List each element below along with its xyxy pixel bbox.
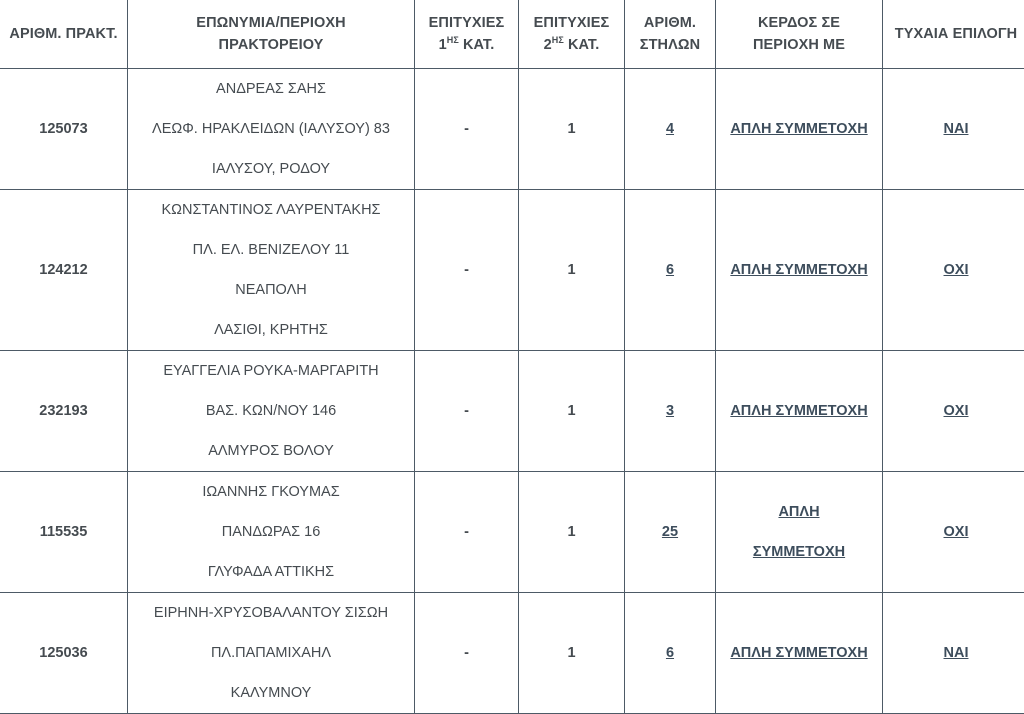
second-category-wins-cell <box>519 190 625 351</box>
agency-address-line: ΚΑΛΥΜΝΟΥ <box>128 673 414 713</box>
header-columns-line-1: ΑΡΙΘΜ. <box>644 15 696 31</box>
header-first-category-suffix: ΚΑΤ. <box>463 37 494 53</box>
agency-owner-name: ΙΩΑΝΝΗΣ ΓΚΟΥΜΑΣ <box>128 472 414 512</box>
agency-owner-name: ΕΥΑΓΓΕΛΙΑ ΡΟΥΚΑ-ΜΑΡΓΑΡΙΤΗ <box>128 351 414 391</box>
agency-address-line: ΛΑΣΙΘΙ, ΚΡΗΤΗΣ <box>128 310 414 350</box>
columns-count-cell <box>625 351 716 472</box>
header-row <box>0 0 1024 69</box>
agency-name-cell <box>128 190 415 351</box>
header-profit-line-1: ΚΕΡΔΟΣ ΣΕ <box>758 15 840 31</box>
first-category-wins-cell <box>415 593 519 714</box>
agency-owner-name: ΑΝΔΡΕΑΣ ΣΑΗΣ <box>128 69 414 109</box>
first-category-wins-cell <box>415 351 519 472</box>
random-choice-cell <box>883 69 1024 190</box>
table-row <box>0 472 1024 593</box>
profit-area-cell <box>716 593 883 714</box>
profit-area-link[interactable]: ΑΠΛΗ ΣΥΜΜΕΤΟΧΗ <box>730 645 867 661</box>
profit-area-link[interactable]: ΑΠΛΗ <box>778 504 819 520</box>
header-profit-line-2: ΠΕΡΙΟΧΗ ΜΕ <box>753 37 845 53</box>
agency-code: 125073 <box>39 121 87 137</box>
random-choice-link[interactable]: ΟΧΙ <box>944 262 969 278</box>
first-category-wins: - <box>464 403 469 419</box>
columns-count-link[interactable]: 3 <box>666 403 674 419</box>
table-row <box>0 593 1024 714</box>
profit-area-link[interactable]: ΑΠΛΗ ΣΥΜΜΕΤΟΧΗ <box>730 121 867 137</box>
agency-code-cell <box>0 593 128 714</box>
columns-count-cell <box>625 190 716 351</box>
header-second-category-superscript: ΗΣ <box>552 35 564 45</box>
header-second-category-wins <box>519 0 625 69</box>
header-agency-code <box>0 0 128 69</box>
header-columns-count <box>625 0 716 69</box>
header-second-category-suffix: ΚΑΤ. <box>568 37 599 53</box>
columns-count-cell <box>625 472 716 593</box>
second-category-wins: 1 <box>567 262 575 278</box>
table-row <box>0 69 1024 190</box>
second-category-wins: 1 <box>567 403 575 419</box>
agency-address-line: ΠΛ. ΕΛ. ΒΕΝΙΖΕΛΟΥ 11 <box>128 230 414 270</box>
first-category-wins: - <box>464 262 469 278</box>
second-category-wins-cell <box>519 593 625 714</box>
columns-count-link[interactable]: 25 <box>662 524 678 540</box>
first-category-wins-cell <box>415 472 519 593</box>
first-category-wins: - <box>464 645 469 661</box>
profit-area-link[interactable]: ΑΠΛΗ ΣΥΜΜΕΤΟΧΗ <box>730 262 867 278</box>
header-columns-line-2: ΣΤΗΛΩΝ <box>640 37 700 53</box>
profit-area-link[interactable]: ΑΠΛΗ ΣΥΜΜΕΤΟΧΗ <box>730 403 867 419</box>
agency-name-cell <box>128 472 415 593</box>
agency-address-line: ΠΛ.ΠΑΠΑΜΙΧΑΗΛ <box>128 633 414 673</box>
agency-address-line: ΒΑΣ. ΚΩΝ/ΝΟΥ 146 <box>128 391 414 431</box>
columns-count-link[interactable]: 6 <box>666 262 674 278</box>
random-choice-link[interactable]: ΟΧΙ <box>944 403 969 419</box>
agency-address-line: ΠΑΝΔΩΡΑΣ 16 <box>128 512 414 552</box>
agency-code-cell <box>0 351 128 472</box>
header-agency-name-line-2: ΠΡΑΚΤΟΡΕΙΟΥ <box>219 37 324 53</box>
first-category-wins: - <box>464 524 469 540</box>
random-choice-link[interactable]: ΝΑΙ <box>944 121 969 137</box>
agency-owner-name: ΚΩΝΣΤΑΝΤΙΝΟΣ ΛΑΥΡΕΝΤΑΚΗΣ <box>128 190 414 230</box>
agency-name-cell <box>128 593 415 714</box>
header-second-category-number: 2 <box>544 37 552 53</box>
agency-address-line: ΙΑΛΥΣΟΥ, ΡΟΔΟΥ <box>128 149 414 189</box>
table-row <box>0 351 1024 472</box>
header-first-category-superscript: ΗΣ <box>447 35 459 45</box>
header-first-category-number: 1 <box>439 37 447 53</box>
profit-area-link[interactable]: ΣΥΜΜΕΤΟΧΗ <box>753 544 845 560</box>
second-category-wins: 1 <box>567 645 575 661</box>
columns-count-link[interactable]: 6 <box>666 645 674 661</box>
profit-area-cell <box>716 190 883 351</box>
agency-address-line: ΛΕΩΦ. ΗΡΑΚΛΕΙΔΩΝ (ΙΑΛΥΣΟΥ) 83 <box>128 109 414 149</box>
second-category-wins-cell <box>519 351 625 472</box>
agency-code-cell <box>0 472 128 593</box>
header-agency-name <box>128 0 415 69</box>
random-choice-cell <box>883 593 1024 714</box>
second-category-wins-cell <box>519 472 625 593</box>
agency-address-line: ΑΛΜΥΡΟΣ ΒΟΛΟΥ <box>128 431 414 471</box>
columns-count-cell <box>625 69 716 190</box>
agency-code: 115535 <box>40 524 88 540</box>
columns-count-link[interactable]: 4 <box>666 121 674 137</box>
agency-code-cell <box>0 69 128 190</box>
agency-name-cell <box>128 69 415 190</box>
table-row <box>0 190 1024 351</box>
header-first-category-wins <box>415 0 519 69</box>
second-category-wins: 1 <box>567 121 575 137</box>
agency-owner-name: ΕΙΡΗΝΗ-ΧΡΥΣΟΒΑΛΑΝΤΟΥ ΣΙΣΩΗ <box>128 593 414 633</box>
agency-code: 232193 <box>39 403 87 419</box>
table-header <box>0 0 1024 69</box>
header-profit-area <box>716 0 883 69</box>
random-choice-cell <box>883 190 1024 351</box>
second-category-wins-cell <box>519 69 625 190</box>
profit-area-cell <box>716 472 883 593</box>
agency-address-line: ΝΕΑΠΟΛΗ <box>128 270 414 310</box>
agency-code: 124212 <box>39 262 87 278</box>
agency-code: 125036 <box>39 645 87 661</box>
header-first-category-line-1: ΕΠΙΤΥΧΙΕΣ <box>429 15 505 31</box>
table-body <box>0 69 1024 714</box>
header-agency-name-line-1: ΕΠΩΝΥΜΙΑ/ΠΕΡΙΟΧΗ <box>196 15 345 31</box>
agency-address-line: ΓΛΥΦΑΔΑ ΑΤΤΙΚΗΣ <box>128 552 414 592</box>
first-category-wins-cell <box>415 69 519 190</box>
header-random-choice <box>883 0 1024 69</box>
first-category-wins-cell <box>415 190 519 351</box>
profit-area-cell <box>716 69 883 190</box>
random-choice-link[interactable]: ΟΧΙ <box>944 524 969 540</box>
first-category-wins: - <box>464 121 469 137</box>
profit-area-cell <box>716 351 883 472</box>
random-choice-link[interactable]: ΝΑΙ <box>944 645 969 661</box>
second-category-wins: 1 <box>567 524 575 540</box>
random-choice-cell <box>883 472 1024 593</box>
columns-count-cell <box>625 593 716 714</box>
header-agency-code-label: ΑΡΙΘΜ. ΠΡΑΚΤ. <box>9 26 117 42</box>
random-choice-cell <box>883 351 1024 472</box>
header-second-category-line-1: ΕΠΙΤΥΧΙΕΣ <box>534 15 610 31</box>
agency-name-cell <box>128 351 415 472</box>
header-random-choice-label: ΤΥΧΑΙΑ ΕΠΙΛΟΓΗ <box>895 26 1018 42</box>
agency-code-cell <box>0 190 128 351</box>
